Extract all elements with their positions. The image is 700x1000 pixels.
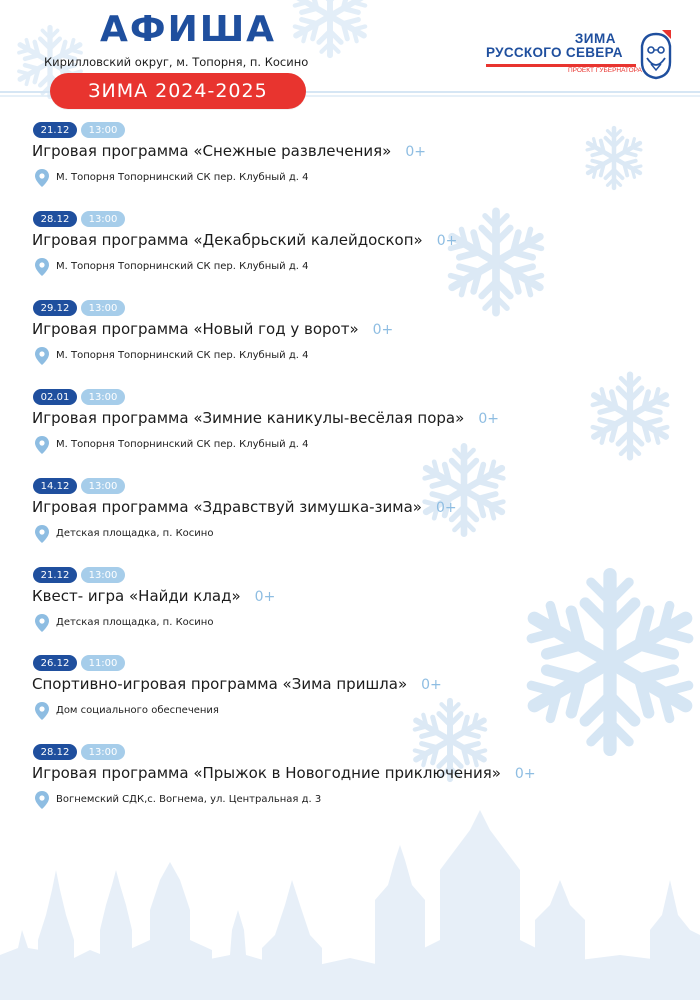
location-pin-icon [35,169,49,187]
event-location: М. Топорня Топорнинский СК пер. Клубный д. 4 [56,172,309,183]
event-date-badge: 21.12 [33,122,77,138]
event-location: М. Топорня Топорнинский СК пер. Клубный д. 4 [56,439,309,450]
location-pin-icon [35,347,49,365]
event-date-badge: 14.12 [33,478,77,494]
event-item [0,478,700,567]
event-time-badge: 13:00 [81,122,125,138]
event-title-row [32,409,499,427]
location-pin-icon [35,525,49,543]
event-location: М. Топорня Топорнинский СК пер. Клубный д. 4 [56,261,309,272]
age-rating: 0+ [254,589,276,605]
event-time-badge: 13:00 [81,744,125,760]
event-item [0,300,700,389]
event-title: Игровая программа «Здравствуй зимушка-зима» [32,498,422,516]
event-title: Игровая программа «Зимние каникулы-весёлая пора» [32,409,465,427]
age-rating: 0+ [478,411,499,427]
event-time-badge: 11:00 [81,655,125,671]
event-time-badge: 13:00 [81,211,125,227]
logo-text-russian-north: РУССКОГО СЕВЕРА [486,45,623,60]
event-title: Квест- игра «Найди клад» [32,587,241,605]
event-title: Игровая программа «Новый год у ворот» [32,320,359,338]
event-item [0,389,700,478]
event-time-badge: 13:00 [81,389,125,405]
event-item [0,122,700,211]
event-title-row [32,764,536,782]
page-subtitle: Кирилловский округ, м. Топорня, п. Косино [44,55,309,69]
age-rating: 0+ [405,144,426,160]
event-item [0,567,700,656]
event-title-row [32,320,393,338]
age-rating: 0+ [372,322,394,338]
event-location: М. Топорня Топорнинский СК пер. Клубный д. 4 [56,350,309,361]
event-time-badge: 13:00 [81,567,125,583]
location-pin-icon [35,614,49,632]
logo [486,28,676,84]
location-pin-icon [35,436,49,454]
event-time-badge: 13:00 [81,300,125,316]
age-rating: 0+ [421,677,442,693]
season-badge: ЗИМА 2024-2025 [50,73,306,109]
age-rating: 0+ [435,500,457,516]
age-rating: 0+ [514,766,536,782]
event-title-row [32,231,457,249]
event-title-row [32,587,275,605]
event-title-row [32,498,457,516]
snowflake-icon [291,0,370,55]
age-rating: 0+ [436,233,458,249]
event-location: Дом социального обеспечения [56,705,219,716]
event-item [0,211,700,300]
location-pin-icon [35,258,49,276]
event-title: Игровая программа «Декабрьский калейдоскоп» [32,231,423,249]
event-time-badge: 13:00 [81,478,125,494]
event-date-badge: 29.12 [33,300,77,316]
event-date-badge: 28.12 [33,211,77,227]
santa-face-icon [638,28,674,80]
event-location: Детская площадка, п. Косино [56,528,214,539]
event-location: Детская площадка, п. Косино [56,617,214,628]
event-item [0,744,700,833]
event-item [0,655,700,744]
location-pin-icon [35,791,49,809]
event-title: Игровая программа «Снежные развлечения» [32,142,392,160]
event-title-row [32,142,426,160]
logo-text-governor-project: ПРОЕКТ ГУБЕРНАТОРА [568,67,642,74]
page-title: АФИША [100,9,277,50]
logo-text-zima: ЗИМА [574,31,616,46]
event-title: Игровая программа «Прыжок в Новогодние приключения» [32,764,501,782]
event-date-badge: 28.12 [33,744,77,760]
event-title: Спортивно-игровая программа «Зима пришла» [32,675,408,693]
location-pin-icon [35,702,49,720]
event-title-row [32,675,442,693]
event-location: Вогнемский СДК,с. Вогнема, ул. Центральная д. 3 [56,794,322,805]
town-silhouette [0,810,700,1000]
event-date-badge: 26.12 [33,655,77,671]
event-date-badge: 21.12 [33,567,77,583]
event-date-badge: 02.01 [33,389,77,405]
